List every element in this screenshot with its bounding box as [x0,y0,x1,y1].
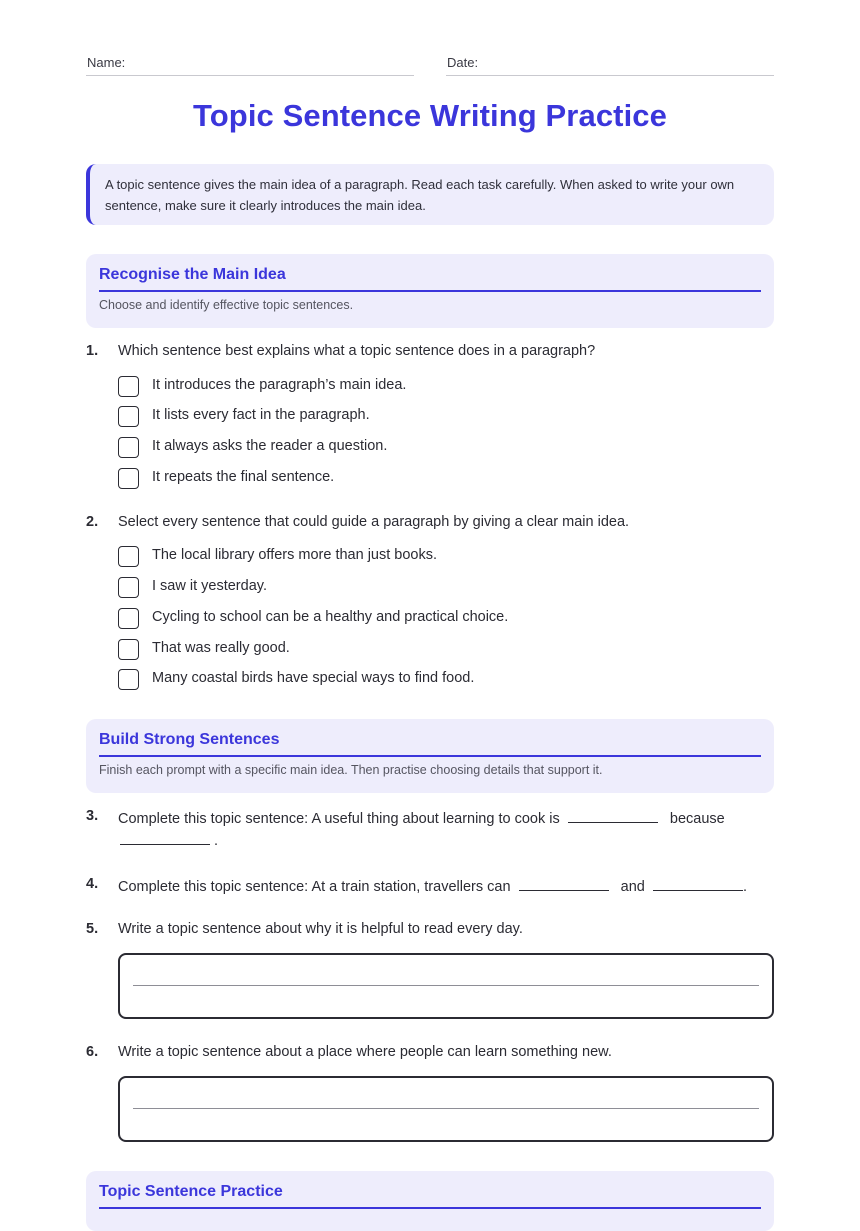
blank-field[interactable] [120,830,210,845]
section-title: Recognise the Main Idea [99,264,761,292]
option-label: The local library offers more than just books. [152,547,438,563]
checkbox[interactable] [118,376,139,397]
end-punctuation: . [214,833,219,849]
section-build [86,719,774,793]
checkbox[interactable] [118,437,139,458]
checkbox[interactable] [118,608,139,629]
question-text-line [118,876,747,895]
page-title: Topic Sentence Writing Practice [193,98,667,133]
question-text: Complete this topic sentence: A useful thing about learning to cook is [118,811,560,827]
writing-line [133,985,759,986]
question-number: 6. [86,1044,99,1060]
question-text: Write a topic sentence about why it is helpful to read every day. [118,921,523,937]
answer-box[interactable] [118,953,774,1019]
checkbox[interactable] [118,577,139,598]
checkbox[interactable] [118,406,139,427]
question-number: 4. [86,876,99,892]
question-text: Write a topic sentence about a place where people can learn something new. [118,1044,612,1060]
name-line[interactable] [86,75,414,76]
writing-line [133,1108,759,1109]
section-practice [86,1171,774,1231]
end-punctuation: . [742,879,747,895]
connector-text: because [669,811,725,827]
date-label: Date: [447,55,479,70]
connector-text: and [620,879,645,895]
blank-field[interactable] [519,876,609,891]
checkbox[interactable] [118,468,139,489]
option-label: Many coastal birds have special ways to find food. [152,670,475,686]
date-line[interactable] [446,75,774,76]
section-title: Topic Sentence Practice [99,1181,761,1209]
option-label: It repeats the final sentence. [152,469,335,485]
question-number: 1. [86,343,99,359]
option-label: That was really good. [152,640,290,656]
blank-field[interactable] [653,876,743,891]
question-text: Complete this topic sentence: At a train station, travellers can [118,879,511,895]
question-text-line-2 [120,830,218,849]
question-number: 3. [86,808,99,824]
question-3 [86,808,774,852]
option-label: It introduces the paragraph’s main idea. [152,377,407,393]
intro-box: A topic sentence gives the main idea of a paragraph. Read each task carefully. When asked to write your own sentence, make sure it clearly introduces the main idea. [86,164,774,225]
question-text-line [118,808,725,827]
question-number: 5. [86,921,99,937]
option-label: I saw it yesterday. [152,578,267,594]
section-title: Build Strong Sentences [99,729,761,757]
question-text: Select every sentence that could guide a paragraph by giving a clear main idea. [118,514,630,530]
section-recognise [86,254,774,328]
option-label: It always asks the reader a question. [152,438,388,454]
question-number: 2. [86,514,99,530]
section-description: Finish each prompt with a specific main idea. Then practise choosing details that support it. [99,763,603,777]
checkbox[interactable] [118,546,139,567]
blank-field[interactable] [568,808,658,823]
option-label: It lists every fact in the paragraph. [152,407,370,423]
answer-box[interactable] [118,1076,774,1142]
option-label: Cycling to school can be a healthy and practical choice. [152,609,509,625]
section-description: Choose and identify effective topic sentences. [99,298,354,312]
checkbox[interactable] [118,639,139,660]
question-text: Which sentence best explains what a topic sentence does in a paragraph? [118,343,596,359]
name-field[interactable] [86,55,414,76]
checkbox[interactable] [118,669,139,690]
name-label: Name: [87,55,126,70]
date-field[interactable] [446,55,774,76]
